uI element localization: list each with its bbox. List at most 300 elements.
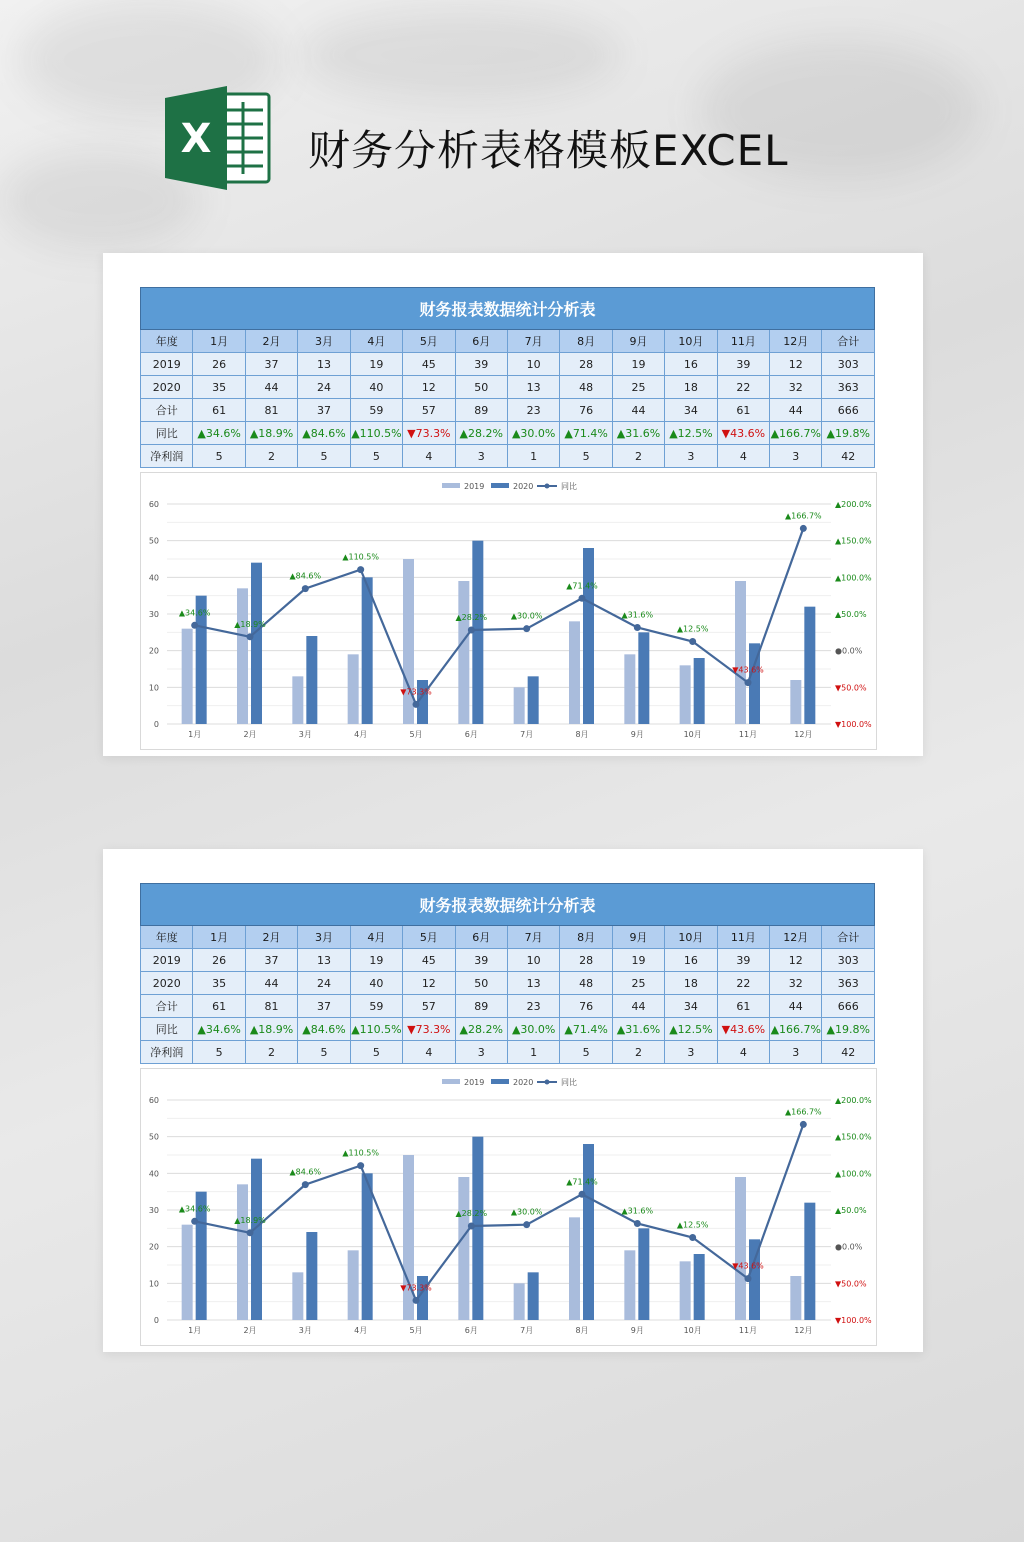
column-header: 5月 [403, 330, 455, 353]
table-cell: 61 [193, 399, 245, 422]
legend-label-yoy: 同比 [561, 1078, 577, 1087]
data-label: ▲84.6% [289, 1167, 322, 1177]
bar-2019 [292, 676, 303, 724]
bar-2020 [362, 1173, 373, 1320]
x-tick-label: 1月 [188, 730, 202, 739]
table-cell: 3 [455, 1041, 507, 1064]
yoy-point [745, 1275, 752, 1282]
table-cell: 19 [350, 353, 402, 376]
column-header: 1月 [193, 926, 245, 949]
table-cell: 5 [560, 445, 612, 468]
table-row [141, 445, 875, 468]
yoy-point [689, 638, 696, 645]
column-header: 4月 [350, 330, 402, 353]
table-cell: 25 [612, 972, 664, 995]
bar-2019 [182, 1225, 193, 1320]
header-row [141, 330, 875, 353]
table-cell: 42 [822, 1041, 875, 1064]
x-tick-label: 2月 [243, 1326, 257, 1335]
table-cell: 18 [665, 972, 717, 995]
column-header: 11月 [717, 926, 769, 949]
table-cell: 3 [770, 445, 822, 468]
stats-table [140, 287, 875, 468]
row-label: 2019 [141, 353, 193, 376]
column-header: 12月 [770, 330, 822, 353]
data-label: ▲12.5% [676, 1220, 709, 1230]
table-cell: 34 [665, 995, 717, 1018]
chart-svg [141, 473, 876, 749]
data-label: ▲31.6% [621, 610, 654, 620]
legend-label-2019: 2019 [464, 482, 485, 491]
table-cell: 37 [298, 995, 350, 1018]
column-header: 5月 [403, 926, 455, 949]
column-header: 9月 [612, 926, 664, 949]
y2-tick-label: ▲150.0% [835, 536, 872, 546]
table-cell: 35 [193, 972, 245, 995]
x-tick-label: 6月 [464, 1326, 478, 1335]
bar-2020 [306, 636, 317, 724]
bar-2019 [624, 654, 635, 724]
table-cell: ▲18.9% [245, 1018, 297, 1041]
table-cell: ▲28.2% [455, 1018, 507, 1041]
yoy-point [302, 585, 309, 592]
table-cell: 50 [455, 376, 507, 399]
y-tick-label: 10 [148, 1279, 159, 1289]
column-header: 年度 [141, 330, 193, 353]
bar-2020 [638, 632, 649, 724]
table-cell: 28 [560, 949, 612, 972]
y-tick-label: 0 [153, 720, 159, 729]
column-header: 1月 [193, 330, 245, 353]
page-title: 财务分析表格模板EXCEL [308, 126, 789, 175]
table-cell: 35 [193, 376, 245, 399]
table-cell: 89 [455, 995, 507, 1018]
column-header: 6月 [455, 926, 507, 949]
table-row [141, 995, 875, 1018]
table-cell: 12 [770, 353, 822, 376]
bar-2020 [804, 607, 815, 724]
y-tick-label: 50 [148, 1132, 159, 1142]
bar-2020 [251, 1159, 262, 1320]
table-cell: 666 [822, 995, 875, 1018]
bar-2019 [680, 665, 691, 724]
table-cell: 44 [612, 995, 664, 1018]
table-cell: 3 [455, 445, 507, 468]
bar-2019 [237, 1184, 248, 1320]
data-label: ▼43.6% [732, 1261, 764, 1271]
x-tick-label: 3月 [298, 730, 312, 739]
table-row [141, 399, 875, 422]
y2-tick-label: ▲100.0% [835, 1169, 872, 1179]
data-label: ▲166.7% [785, 511, 822, 521]
column-header: 11月 [717, 330, 769, 353]
table-cell: ▲19.8% [822, 422, 875, 445]
x-tick-label: 5月 [409, 1326, 423, 1335]
table-cell: ▲31.6% [612, 422, 664, 445]
table-title: 财务报表数据统计分析表 [141, 884, 875, 926]
y2-tick-label: ▲50.0% [835, 1206, 867, 1215]
column-header: 9月 [612, 330, 664, 353]
report-panel-2 [103, 849, 923, 1352]
x-tick-label: 4月 [354, 1326, 368, 1335]
bar-2019 [514, 1283, 525, 1320]
table-cell: 48 [560, 376, 612, 399]
stats-table-wrapper [140, 287, 875, 468]
y-tick-label: 40 [148, 1169, 159, 1179]
table-cell: 13 [298, 353, 350, 376]
x-tick-label: 1月 [188, 1326, 202, 1335]
table-cell: ▲31.6% [612, 1018, 664, 1041]
table-cell: 2 [612, 1041, 664, 1064]
bar-2019 [569, 621, 580, 724]
column-header: 10月 [665, 330, 717, 353]
table-title: 财务报表数据统计分析表 [141, 288, 875, 330]
table-cell: 44 [770, 995, 822, 1018]
y2-tick-label: ▼50.0% [835, 1279, 867, 1289]
data-label: ▲71.4% [566, 581, 598, 591]
table-cell: 45 [403, 949, 455, 972]
table-cell: 25 [612, 376, 664, 399]
table-row [141, 422, 875, 445]
data-label: ▲110.5% [342, 1148, 379, 1158]
y-tick-label: 60 [148, 1096, 159, 1105]
row-label: 2019 [141, 949, 193, 972]
yoy-point [634, 1220, 641, 1227]
table-cell: 19 [612, 949, 664, 972]
table-cell: 23 [507, 399, 559, 422]
table-cell: 32 [770, 376, 822, 399]
column-header: 12月 [770, 926, 822, 949]
table-cell: 5 [193, 1041, 245, 1064]
x-tick-label: 3月 [298, 1326, 312, 1335]
table-cell: 3 [665, 445, 717, 468]
table-cell: 26 [193, 949, 245, 972]
table-cell: ▲84.6% [298, 1018, 350, 1041]
table-cell: ▲12.5% [665, 1018, 717, 1041]
x-tick-label: 2月 [243, 730, 257, 739]
column-header: 2月 [245, 926, 297, 949]
table-cell: 303 [822, 949, 875, 972]
y-tick-label: 30 [148, 1206, 159, 1215]
table-cell: ▲166.7% [770, 422, 822, 445]
table-cell: 40 [350, 972, 402, 995]
bar-2019 [348, 1250, 359, 1320]
table-cell: 5 [193, 445, 245, 468]
column-header: 7月 [507, 330, 559, 353]
table-cell: ▲84.6% [298, 422, 350, 445]
table-cell: 13 [507, 972, 559, 995]
bar-2020 [694, 658, 705, 724]
table-cell: 5 [560, 1041, 612, 1064]
table-cell: ▼43.6% [717, 1018, 769, 1041]
table-cell: 76 [560, 399, 612, 422]
yoy-point [247, 1229, 254, 1236]
table-cell: 44 [612, 399, 664, 422]
data-label: ▲84.6% [289, 571, 322, 581]
table-cell: ▲30.0% [507, 1018, 559, 1041]
bar-2020 [694, 1254, 705, 1320]
table-cell: 10 [507, 949, 559, 972]
data-label: ▲30.0% [510, 611, 543, 621]
bar-2020 [362, 577, 373, 724]
table-cell: 12 [403, 376, 455, 399]
y-tick-label: 60 [148, 500, 159, 509]
bar-2020 [472, 1137, 483, 1320]
legend-label-2020: 2020 [513, 482, 534, 491]
x-tick-label: 4月 [354, 730, 368, 739]
table-cell: 22 [717, 376, 769, 399]
y2-tick-label: ▼100.0% [835, 720, 872, 729]
yoy-point [689, 1234, 696, 1241]
row-label: 净利润 [141, 445, 193, 468]
column-header: 8月 [560, 926, 612, 949]
table-cell: 59 [350, 399, 402, 422]
yoy-point [191, 622, 198, 629]
column-header: 6月 [455, 330, 507, 353]
yoy-line [195, 1124, 804, 1300]
table-cell: 4 [717, 445, 769, 468]
column-header: 合计 [822, 926, 875, 949]
legend-swatch-2020 [491, 1079, 509, 1084]
table-row [141, 376, 875, 399]
yoy-point [413, 1297, 420, 1304]
data-label: ▲12.5% [676, 624, 709, 634]
x-tick-label: 10月 [683, 1326, 702, 1335]
table-cell: ▲71.4% [560, 422, 612, 445]
column-header: 3月 [298, 926, 350, 949]
x-tick-label: 9月 [630, 730, 644, 739]
table-cell: 59 [350, 995, 402, 1018]
table-cell: 16 [665, 949, 717, 972]
table-cell: 44 [245, 376, 297, 399]
table-row [141, 353, 875, 376]
bar-2019 [735, 1177, 746, 1320]
table-cell: ▼73.3% [403, 422, 455, 445]
y-tick-label: 20 [148, 1242, 159, 1252]
data-label: ▲71.4% [566, 1177, 598, 1187]
legend [442, 1077, 577, 1087]
bar-2020 [638, 1228, 649, 1320]
legend-label-yoy: 同比 [561, 482, 577, 491]
y-tick-label: 40 [148, 573, 159, 583]
bar-2020 [583, 548, 594, 724]
table-cell: 4 [403, 1041, 455, 1064]
excel-icon [165, 86, 273, 190]
yoy-point [302, 1181, 309, 1188]
table-cell: 12 [403, 972, 455, 995]
table-cell: 39 [717, 353, 769, 376]
bar-2019 [237, 588, 248, 724]
column-header: 4月 [350, 926, 402, 949]
y2-tick-label: ▼100.0% [835, 1316, 872, 1325]
table-cell: ▼43.6% [717, 422, 769, 445]
column-header: 年度 [141, 926, 193, 949]
table-cell: 32 [770, 972, 822, 995]
bar-2019 [624, 1250, 635, 1320]
table-cell: ▲12.5% [665, 422, 717, 445]
table-cell: 57 [403, 399, 455, 422]
bar-2019 [790, 1276, 801, 1320]
legend-label-2020: 2020 [513, 1078, 534, 1087]
bar-2019 [403, 559, 414, 724]
bar-2019 [458, 581, 469, 724]
data-label: ▲31.6% [621, 1206, 654, 1216]
table-cell: 39 [455, 949, 507, 972]
data-label: ▼43.6% [732, 665, 764, 675]
data-label: ▲18.9% [234, 1215, 266, 1225]
yoy-point [634, 624, 641, 631]
bar-2019 [790, 680, 801, 724]
data-label: ▲34.6% [178, 1204, 211, 1214]
x-tick-label: 11月 [738, 730, 758, 739]
yoy-point [523, 1221, 530, 1228]
table-cell: 19 [350, 949, 402, 972]
row-label: 同比 [141, 1018, 193, 1041]
bar-2019 [680, 1261, 691, 1320]
table-cell: 5 [298, 445, 350, 468]
y-tick-label: 0 [153, 1316, 159, 1325]
table-row [141, 1018, 875, 1041]
stats-table-wrapper [140, 883, 875, 1064]
table-cell: 363 [822, 972, 875, 995]
x-tick-label: 5月 [409, 730, 423, 739]
chart-svg [141, 1069, 876, 1345]
x-tick-label: 10月 [683, 730, 702, 739]
table-cell: 81 [245, 995, 297, 1018]
x-tick-label: 6月 [464, 730, 478, 739]
row-label: 同比 [141, 422, 193, 445]
table-cell: 42 [822, 445, 875, 468]
legend-swatch-2019 [442, 483, 460, 488]
excel-logo-letter: X [180, 116, 212, 162]
table-row [141, 972, 875, 995]
y2-tick-label: ▲200.0% [835, 500, 872, 509]
bar-2019 [348, 654, 359, 724]
table-cell: 61 [717, 399, 769, 422]
table-cell: 28 [560, 353, 612, 376]
legend-swatch-2020 [491, 483, 509, 488]
bar-2020 [251, 563, 262, 724]
legend [442, 481, 577, 491]
table-cell: 48 [560, 972, 612, 995]
table-row [141, 949, 875, 972]
table-cell: 3 [665, 1041, 717, 1064]
bar-2019 [514, 687, 525, 724]
table-cell: 3 [770, 1041, 822, 1064]
table-cell: ▲19.8% [822, 1018, 875, 1041]
table-cell: 2 [245, 1041, 297, 1064]
table-cell: 24 [298, 972, 350, 995]
data-label: ▼73.3% [400, 687, 432, 697]
table-cell: 22 [717, 972, 769, 995]
yoy-point [468, 1222, 475, 1229]
table-cell: 1 [507, 445, 559, 468]
table-cell: ▲30.0% [507, 422, 559, 445]
table-cell: 57 [403, 995, 455, 1018]
yoy-point [800, 525, 807, 532]
legend-marker-yoy [545, 1080, 550, 1085]
yoy-point [191, 1218, 198, 1225]
table-cell: 37 [245, 949, 297, 972]
table-cell: 12 [770, 949, 822, 972]
table-cell: ▲28.2% [455, 422, 507, 445]
column-header: 2月 [245, 330, 297, 353]
table-cell: ▲18.9% [245, 422, 297, 445]
table-cell: 44 [770, 399, 822, 422]
data-label: ▲28.2% [455, 1208, 488, 1218]
table-cell: ▲34.6% [193, 422, 245, 445]
bar-2019 [458, 1177, 469, 1320]
table-cell: 4 [717, 1041, 769, 1064]
row-label: 2020 [141, 972, 193, 995]
yoy-point [745, 679, 752, 686]
data-label: ▲34.6% [178, 608, 211, 618]
x-tick-label: 9月 [630, 1326, 644, 1335]
yoy-point [523, 625, 530, 632]
combo-chart [140, 1068, 877, 1346]
table-cell: 13 [298, 949, 350, 972]
table-cell: 23 [507, 995, 559, 1018]
yoy-point [800, 1121, 807, 1128]
legend-marker-yoy [545, 484, 550, 489]
bar-2020 [472, 541, 483, 724]
x-tick-label: 11月 [738, 1326, 758, 1335]
bar-2019 [182, 629, 193, 724]
y2-tick-label: ▲100.0% [835, 573, 872, 583]
column-header: 8月 [560, 330, 612, 353]
stats-table [140, 883, 875, 1064]
table-cell: 19 [612, 353, 664, 376]
table-cell: ▲110.5% [350, 1018, 402, 1041]
y-tick-label: 50 [148, 536, 159, 546]
table-cell: 81 [245, 399, 297, 422]
yoy-line [195, 528, 804, 704]
table-cell: ▲71.4% [560, 1018, 612, 1041]
table-cell: 26 [193, 353, 245, 376]
table-cell: ▲34.6% [193, 1018, 245, 1041]
bar-2020 [528, 1272, 539, 1320]
row-label: 2020 [141, 376, 193, 399]
yoy-point [357, 566, 364, 573]
table-cell: 1 [507, 1041, 559, 1064]
table-cell: 39 [717, 949, 769, 972]
x-tick-label: 12月 [794, 1326, 813, 1335]
table-cell: 5 [350, 1041, 402, 1064]
table-cell: 61 [193, 995, 245, 1018]
table-row [141, 1041, 875, 1064]
row-label: 合计 [141, 995, 193, 1018]
data-label: ▲30.0% [510, 1207, 543, 1217]
combo-chart [140, 472, 877, 750]
table-cell: 13 [507, 376, 559, 399]
y2-tick-label: ▼50.0% [835, 683, 867, 693]
table-cell: 5 [298, 1041, 350, 1064]
data-label: ▲28.2% [455, 612, 488, 622]
data-label: ▲18.9% [234, 619, 266, 629]
bar-2020 [306, 1232, 317, 1320]
bar-2019 [569, 1217, 580, 1320]
data-label: ▲110.5% [342, 552, 379, 562]
table-cell: 50 [455, 972, 507, 995]
table-cell: 40 [350, 376, 402, 399]
table-cell: 45 [403, 353, 455, 376]
y2-tick-label: ●0.0% [835, 646, 863, 656]
table-cell: 303 [822, 353, 875, 376]
table-cell: 363 [822, 376, 875, 399]
table-cell: 44 [245, 972, 297, 995]
table-cell: 34 [665, 399, 717, 422]
report-panel-1 [103, 253, 923, 756]
